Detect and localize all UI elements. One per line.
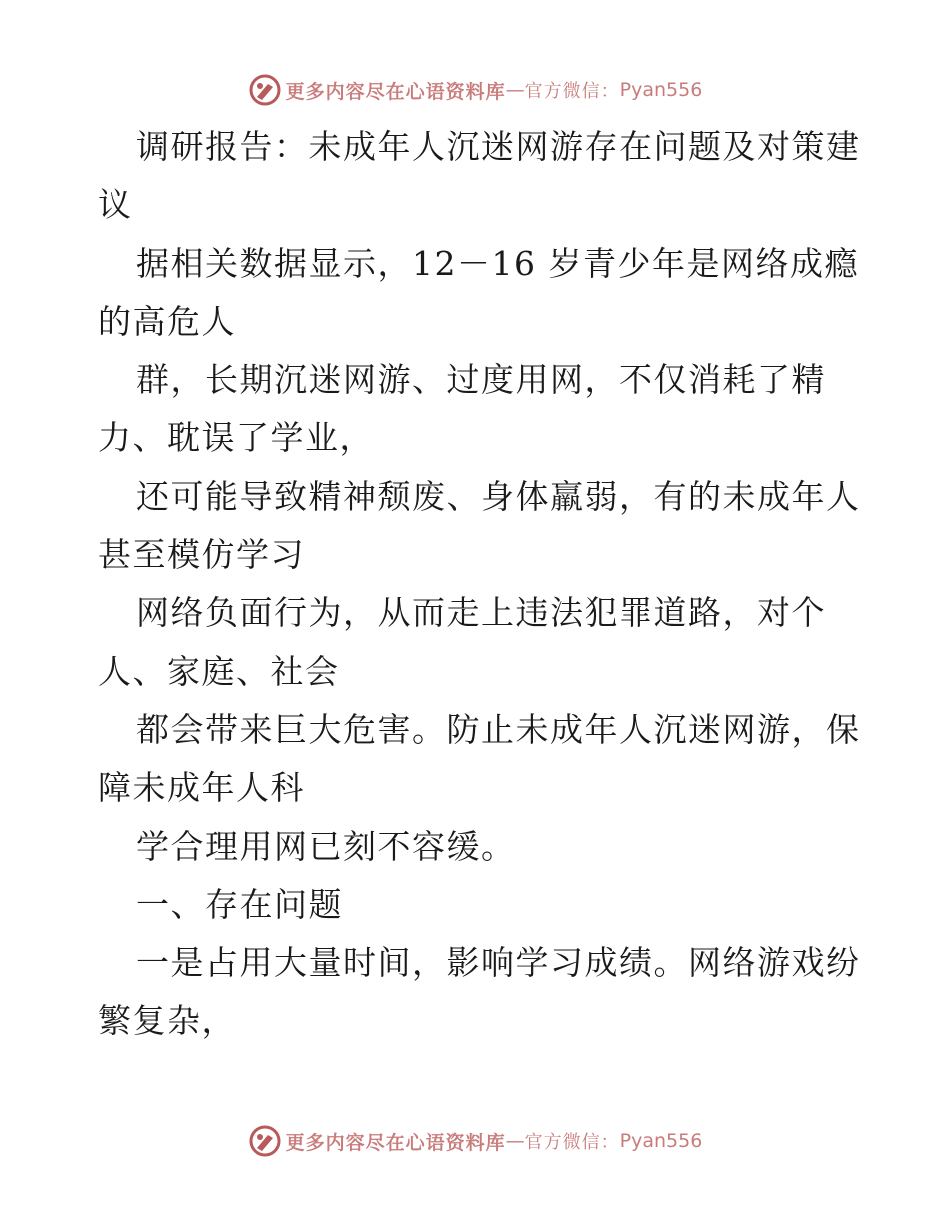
paragraph-line: 力、耽误了学业， (98, 418, 374, 458)
paragraph-line: 障未成年人科 (98, 768, 305, 808)
paragraph-line: 甚至模仿学习 (98, 535, 305, 575)
header-watermark-banner (0, 70, 950, 110)
header-wechat-label: 官方微信： (524, 81, 620, 102)
section-heading: 一、存在问题 (136, 884, 343, 924)
header-wechat-id: Pyan556 (619, 79, 703, 101)
footer-separator: — (505, 1130, 525, 1152)
paragraph-line: 一是占用大量时间，影响学习成绩。网络游戏纷 (136, 943, 861, 983)
header-brand-text: 更多内容尽在心语资料库 (285, 80, 506, 103)
paragraph-line: 繁复杂， (98, 1001, 236, 1041)
brand-logo-icon (248, 1124, 282, 1158)
paragraph-line: 学合理用网已刻不容缓。 (136, 826, 516, 866)
paragraph-line: 据相关数据显示，12－16 岁青少年是网络成瘾 (136, 243, 859, 283)
header-separator: — (505, 79, 525, 101)
paragraph-line: 还可能导致精神颓废、身体羸弱，有的未成年人 (136, 476, 861, 516)
paragraph-line: 网络负面行为，从而走上违法犯罪道路，对个 (136, 593, 826, 633)
paragraph-line: 群，长期沉迷网游、过度用网，不仅消耗了精 (136, 360, 826, 400)
paragraph-line: 人、家庭、社会 (98, 651, 340, 691)
footer-wechat-label: 官方微信： (524, 1132, 620, 1153)
paragraph-line: 都会带来巨大危害。防止未成年人沉迷网游，保 (136, 709, 861, 749)
footer-wechat-id: Pyan556 (619, 1130, 703, 1152)
document-body (98, 118, 860, 1051)
paragraph-line: 的高危人 (98, 301, 236, 341)
footer-watermark-banner (0, 1121, 950, 1161)
document-title-line-1: 调研报告：未成年人沉迷网游存在问题及对策建 (136, 127, 861, 166)
footer-brand-text: 更多内容尽在心语资料库 (285, 1131, 506, 1154)
brand-logo-icon (248, 73, 282, 107)
document-title-line-2: 议 (98, 185, 133, 225)
